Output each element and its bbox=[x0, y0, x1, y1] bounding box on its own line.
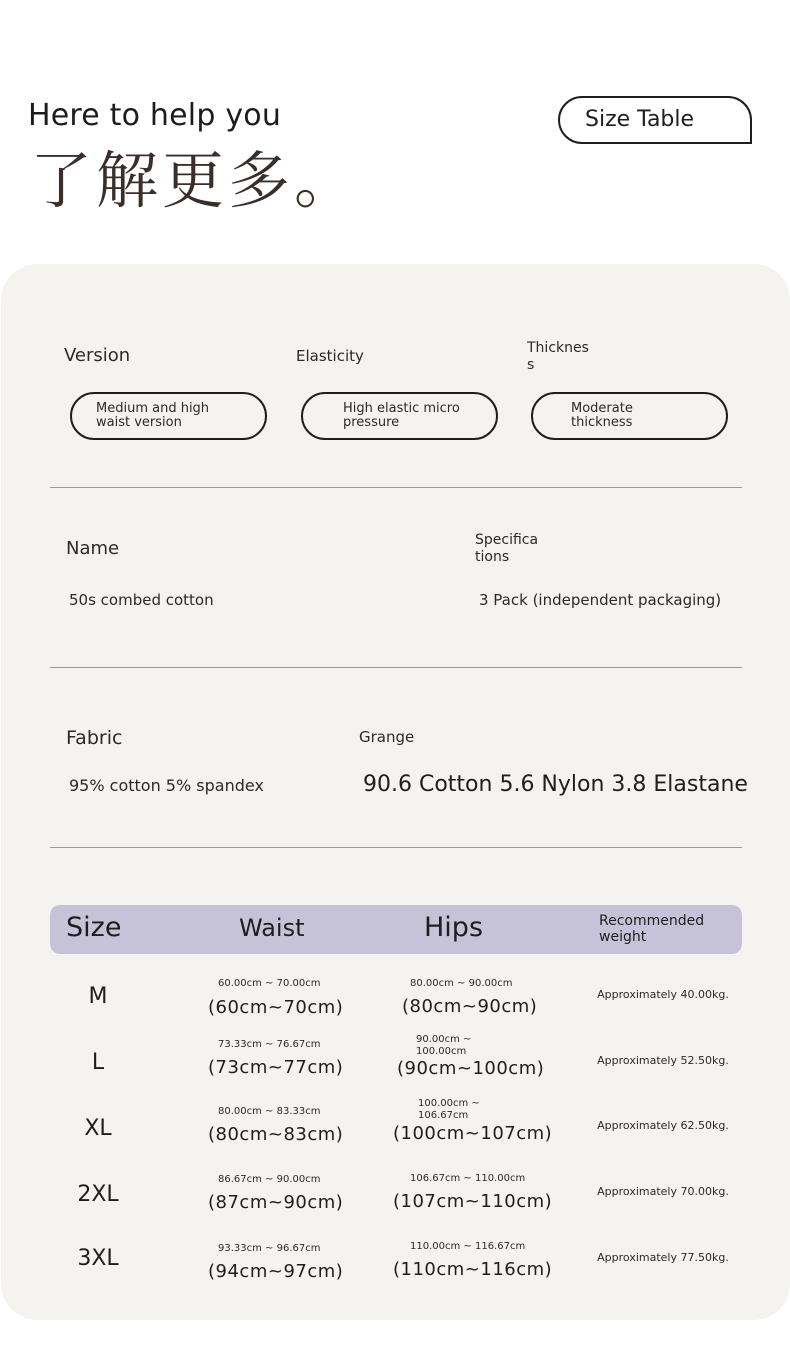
spec-value: 3 Pack (independent packaging) bbox=[479, 591, 722, 609]
thickness-pill bbox=[531, 392, 728, 440]
size-cell: 3XL bbox=[77, 1246, 119, 1271]
hips-range: (107cm~110cm) bbox=[393, 1191, 553, 1212]
weight-cell: Approximately 62.50kg. bbox=[597, 1119, 729, 1132]
table-row bbox=[50, 1238, 742, 1304]
weight-cell: Approximately 40.00kg. bbox=[597, 988, 729, 1001]
waist-exact: 80.00cm ~ 83.33cm bbox=[218, 1106, 321, 1117]
waist-range: (94cm~97cm) bbox=[208, 1261, 344, 1282]
hips-range: (90cm~100cm) bbox=[397, 1058, 545, 1079]
header-hips: Hips bbox=[424, 912, 484, 943]
header-weight: Recommended weight bbox=[599, 913, 705, 945]
page-subtitle: Here to help you bbox=[28, 98, 282, 133]
hips-exact: 106.67cm ~ 110.00cm bbox=[410, 1173, 526, 1184]
waist-range: (60cm~70cm) bbox=[208, 997, 344, 1018]
grange-label: Grange bbox=[359, 728, 415, 746]
size-cell: XL bbox=[84, 1116, 112, 1141]
version-label: Version bbox=[64, 345, 131, 366]
hips-exact: 90.00cm ~ 100.00cm bbox=[416, 1034, 472, 1057]
waist-exact: 93.33cm ~ 96.67cm bbox=[218, 1243, 321, 1254]
table-row bbox=[50, 972, 742, 1038]
name-label: Name bbox=[66, 538, 120, 559]
weight-cell: Approximately 52.50kg. bbox=[597, 1054, 729, 1067]
waist-range: (73cm~77cm) bbox=[208, 1057, 344, 1078]
version-pill bbox=[70, 392, 267, 440]
thickness-value: Moderate thickness bbox=[571, 401, 633, 430]
table-row bbox=[50, 1098, 742, 1164]
waist-range: (87cm~90cm) bbox=[208, 1192, 344, 1213]
size-table-tab[interactable]: Size Table bbox=[558, 96, 752, 144]
header-waist: Waist bbox=[239, 914, 305, 942]
hips-exact: 80.00cm ~ 90.00cm bbox=[410, 978, 513, 989]
page-title: 了解更多。 bbox=[30, 144, 361, 217]
waist-exact: 86.67cm ~ 90.00cm bbox=[218, 1174, 321, 1185]
header-size: Size bbox=[66, 912, 122, 943]
hips-exact: 110.00cm ~ 116.67cm bbox=[410, 1241, 526, 1252]
weight-cell: Approximately 70.00kg. bbox=[597, 1185, 729, 1198]
waist-exact: 60.00cm ~ 70.00cm bbox=[218, 978, 321, 989]
table-row bbox=[50, 1034, 742, 1100]
divider bbox=[50, 487, 742, 488]
elasticity-label: Elasticity bbox=[296, 347, 364, 365]
weight-cell: Approximately 77.50kg. bbox=[597, 1251, 729, 1264]
divider bbox=[50, 667, 742, 668]
waist-range: (80cm~83cm) bbox=[208, 1124, 344, 1145]
name-value: 50s combed cotton bbox=[69, 591, 214, 609]
size-cell: 2XL bbox=[77, 1182, 119, 1207]
fabric-label: Fabric bbox=[66, 727, 123, 749]
waist-exact: 73.33cm ~ 76.67cm bbox=[218, 1039, 321, 1050]
size-cell: M bbox=[88, 984, 108, 1009]
hips-range: (100cm~107cm) bbox=[393, 1123, 553, 1144]
elasticity-value: High elastic micro pressure bbox=[343, 401, 460, 430]
size-cell: L bbox=[91, 1050, 105, 1075]
spec-label: Specifica tions bbox=[475, 532, 539, 565]
hips-range: (110cm~116cm) bbox=[393, 1259, 553, 1280]
version-value: Medium and high waist version bbox=[96, 401, 210, 430]
grange-value: 90.6 Cotton 5.6 Nylon 3.8 Elastane bbox=[363, 772, 748, 797]
divider bbox=[50, 847, 742, 848]
fabric-value: 95% cotton 5% spandex bbox=[69, 776, 264, 795]
hips-exact: 100.00cm ~ 106.67cm bbox=[418, 1098, 480, 1121]
thickness-label: Thicknes s bbox=[527, 340, 589, 373]
hips-range: (80cm~90cm) bbox=[402, 996, 538, 1017]
elasticity-pill bbox=[301, 392, 498, 440]
table-row bbox=[50, 1170, 742, 1236]
